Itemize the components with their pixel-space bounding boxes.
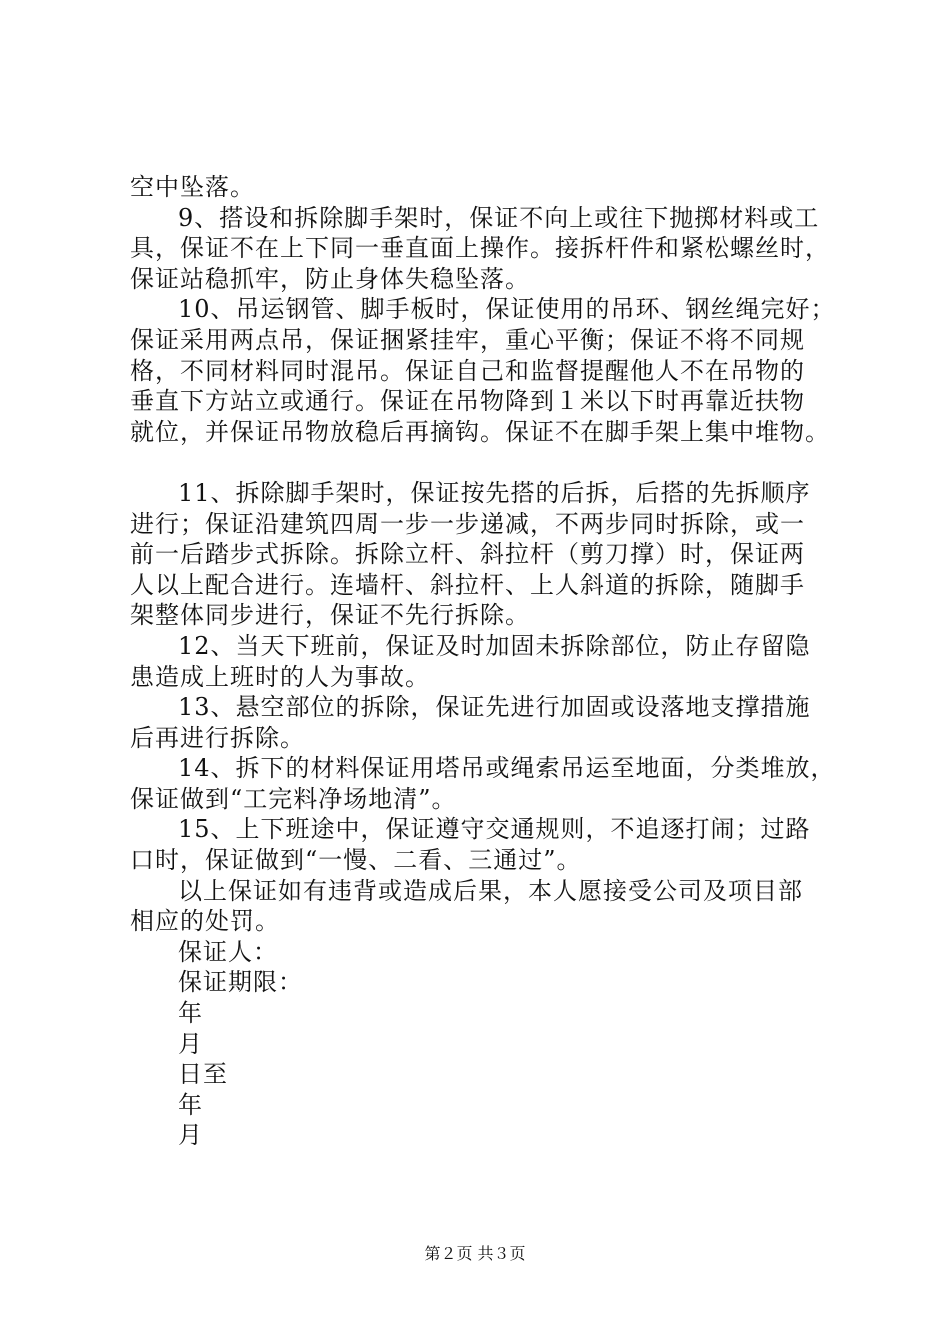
blank-line bbox=[130, 447, 830, 478]
text-line: 空中坠落。 bbox=[130, 173, 255, 201]
text-line: 年 bbox=[178, 1090, 203, 1119]
text-line: 月 bbox=[178, 1029, 203, 1058]
text-line: 口时，保证做到“一慢、二看、三通过”。 bbox=[130, 846, 582, 875]
document-body bbox=[130, 172, 836, 1151]
text-line: 11、拆除脚手架时，保证按先搭的后拆，后搭的先拆顺序 bbox=[178, 478, 811, 507]
text-line: 13、悬空部位的拆除，保证先进行加固或设落地支撑措施 bbox=[178, 693, 811, 722]
text-line: 保证采用两点吊，保证捆紧挂牢，重心平衡；保证不将不同规 bbox=[130, 325, 805, 354]
text-line: 具，保证不在上下同一垂直面上操作。接拆杆件和紧松螺丝时， bbox=[130, 234, 830, 263]
text-line: 9、搭设和拆除脚手架时，保证不向上或往下抛掷材料或工 bbox=[178, 203, 820, 232]
text-line: 患造成上班时的人为事故。 bbox=[130, 662, 430, 691]
page-footer: 第２页 共３页 bbox=[424, 1244, 526, 1263]
text-line: 月 bbox=[178, 1121, 203, 1150]
text-line: 相应的处罚。 bbox=[130, 907, 280, 936]
text-line: 保证人： bbox=[178, 937, 278, 966]
text-line: 人以上配合进行。连墙杆、斜拉杆、上人斜道的拆除，随脚手 bbox=[130, 570, 805, 599]
text-line: 前一后踏步式拆除。拆除立杆、斜拉杆（剪刀撑）时，保证两 bbox=[130, 540, 805, 569]
text-line: 保证做到“工完料净场地清”。 bbox=[130, 784, 457, 813]
text-line: 10、吊运钢管、脚手板时，保证使用的吊环、钢丝绳完好； bbox=[178, 295, 836, 324]
text-line: 12、当天下班前，保证及时加固未拆除部位，防止存留隐 bbox=[178, 631, 811, 660]
text-line: 保证站稳抓牢，防止身体失稳坠落。 bbox=[130, 264, 530, 293]
text-line: 垂直下方站立或通行。保证在吊物降到１米以下时再靠近扶物 bbox=[130, 387, 805, 416]
text-line: 14、拆下的材料保证用塔吊或绳索吊运至地面，分类堆放， bbox=[178, 754, 836, 783]
text-line: 格，不同材料同时混吊。保证自己和监督提醒他人不在吊物的 bbox=[130, 356, 805, 385]
text-line: 以上保证如有违背或造成后果，本人愿接受公司及项目部 bbox=[178, 876, 803, 905]
text-line: 日至 bbox=[178, 1060, 228, 1089]
text-line: 保证期限： bbox=[178, 968, 303, 997]
text-line: 后再进行拆除。 bbox=[130, 723, 305, 752]
text-line: 就位，并保证吊物放稳后再摘钩。保证不在脚手架上集中堆物。 bbox=[130, 417, 830, 446]
text-line: 年 bbox=[178, 999, 203, 1028]
text-line: 15、上下班途中，保证遵守交通规则，不追逐打闹；过路 bbox=[178, 815, 811, 844]
text-line: 架整体同步进行，保证不先行拆除。 bbox=[130, 601, 530, 630]
text-line: 进行；保证沿建筑四周一步一步递减，不两步同时拆除，或一 bbox=[130, 509, 805, 538]
